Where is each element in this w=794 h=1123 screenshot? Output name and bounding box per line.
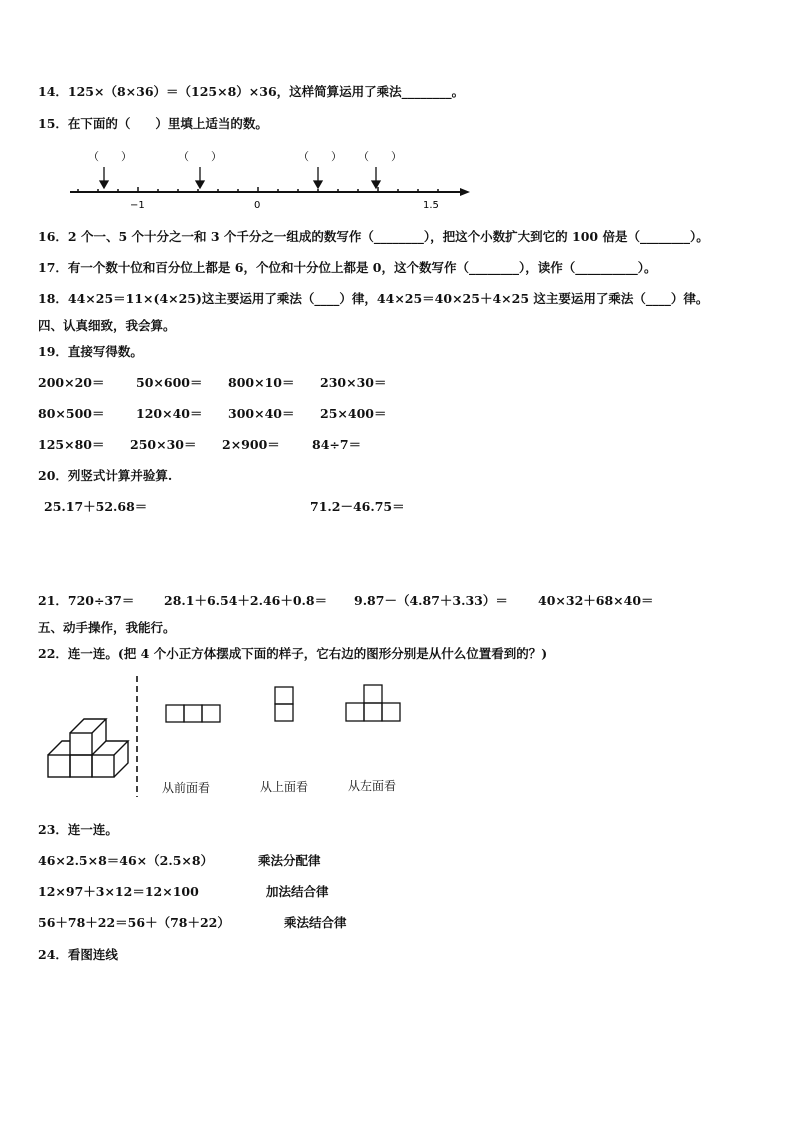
question-22: 22．连一连。(把 4 个小正方体摆成下面的样子，它右边的图形分别是从什么位置看到的？) — [38, 646, 548, 661]
view-label-front: 从前面看 — [162, 781, 211, 795]
law-item: 乘法分配律 — [258, 853, 321, 868]
calc-item: 50×600＝ — [136, 375, 203, 390]
law-item: 乘法结合律 — [284, 915, 347, 930]
tick-label-0: 0 — [254, 200, 261, 211]
view-label-left: 从左面看 — [348, 779, 397, 793]
expression-item: 46×2.5×8＝46×（2.5×8） — [38, 853, 214, 868]
calc-item: 25×400＝ — [320, 406, 387, 421]
question-17: 17．有一个数十位和百分位上都是 6，个位和十分位上都是 0，这个数写作（________），读作（__________）。 — [38, 260, 657, 275]
calc-item: 800×10＝ — [228, 375, 295, 390]
tick-label-minus-1: −1 — [130, 200, 145, 211]
view-row-of-three-icon — [166, 705, 220, 722]
vertical-calc-item: 71.2－46.75＝ — [310, 499, 405, 514]
tick-label-1-5: 1.5 — [423, 200, 439, 211]
question-14: 14．125×（8×36）＝（125×8）×36，这样简算运用了乘法________。 — [38, 84, 465, 99]
number-line-blank-1: （ ） — [88, 150, 132, 163]
number-line — [60, 145, 480, 215]
calc-item: 230×30＝ — [320, 375, 387, 390]
calc-item: 9.87－（4.87＋3.33）＝ — [354, 593, 508, 608]
calc-item: 40×32＋68×40＝ — [538, 593, 654, 608]
calc-item: 250×30＝ — [130, 437, 197, 452]
expression-item: 12×97＋3×12＝12×100 — [38, 884, 199, 899]
calc-item: 2×900＝ — [222, 437, 280, 452]
expression-item: 56＋78＋22＝56＋（78＋22） — [38, 915, 230, 930]
section-5-heading: 五、动手操作，我能行。 — [38, 620, 176, 635]
question-19: 19．直接写得数。 — [38, 344, 143, 359]
calc-item: 84÷7＝ — [312, 437, 362, 452]
calc-item: 28.1＋6.54＋2.46＋0.8＝ — [164, 593, 328, 608]
question-16: 16．2 个一、5 个十分之一和 3 个千分之一组成的数写作（________），把这个小数扩大到它的 100 倍是（________）。 — [38, 229, 709, 244]
number-line-blank-2: （ ） — [178, 150, 222, 163]
section-4-heading: 四、认真细致，我会算。 — [38, 318, 176, 333]
cube-stack-icon — [48, 719, 128, 777]
question-18: 18．44×25＝11×(4×25)这主要运用了乘法（____）律，44×25＝40×25＋4×25 这主要运用了乘法（____）律。 — [38, 291, 709, 306]
calc-item: 125×80＝ — [38, 437, 105, 452]
question-24: 24．看图连线 — [38, 947, 118, 962]
view-two-stacked-icon — [275, 687, 293, 721]
vertical-calc-item: 25.17＋52.68＝ — [44, 499, 148, 514]
view-label-top: 从上面看 — [260, 780, 309, 794]
calc-item: 120×40＝ — [136, 406, 203, 421]
law-item: 加法结合律 — [266, 884, 329, 899]
number-line-blank-4: （ ） — [358, 150, 402, 163]
question-21: 21．720÷37＝ — [38, 593, 135, 608]
number-line-blank-3: （ ） — [298, 150, 342, 163]
calc-item: 80×500＝ — [38, 406, 105, 421]
calc-item: 300×40＝ — [228, 406, 295, 421]
question-15: 15．在下面的（ ）里填上适当的数。 — [38, 116, 268, 131]
question-23: 23．连一连。 — [38, 822, 118, 837]
calc-item: 200×20＝ — [38, 375, 105, 390]
view-t-shape-icon — [346, 685, 400, 721]
question-20: 20．列竖式计算并验算. — [38, 468, 173, 483]
